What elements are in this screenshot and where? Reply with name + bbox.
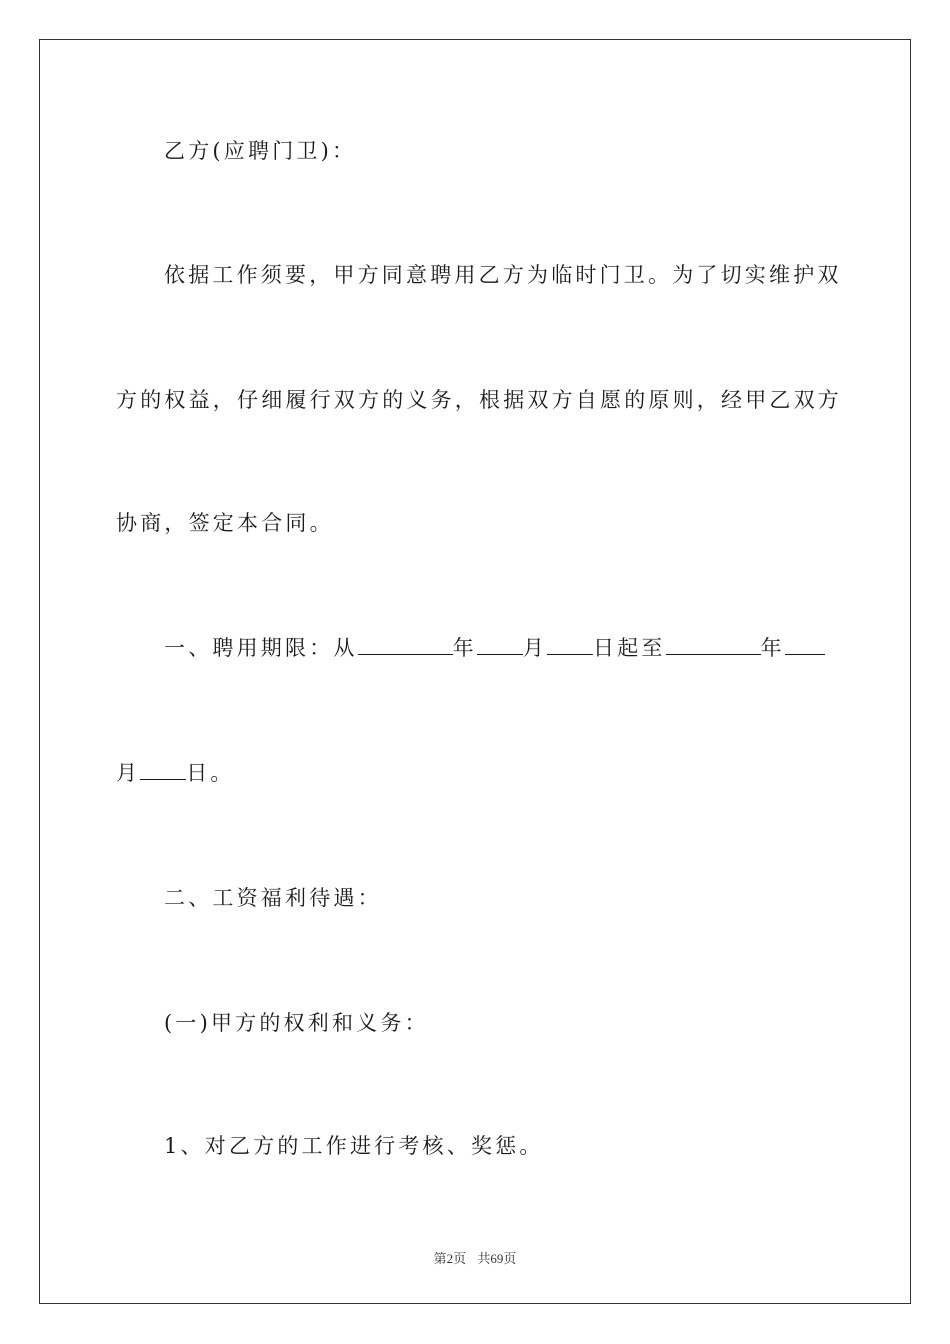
intro-paragraph-line-1: 依据工作须要，甲方同意聘用乙方为临时门卫。为了切实维护双 — [164, 263, 842, 287]
end-year-blank[interactable] — [666, 634, 761, 655]
end-day-blank[interactable] — [140, 759, 186, 780]
start-day-blank[interactable] — [547, 634, 593, 655]
term-month-label: 月 — [522, 636, 548, 660]
page-number: 第2页 — [433, 1251, 467, 1266]
term-day-end-label: 日。 — [186, 761, 235, 785]
intro-paragraph-line-3: 协商，签定本合同。 — [116, 511, 334, 535]
term-clause-line-2 — [116, 758, 235, 788]
start-month-blank[interactable] — [477, 634, 523, 655]
term-year2-label: 年 — [760, 636, 785, 660]
party-b-label: 乙方(应聘门卫)： — [164, 139, 357, 163]
term-year-label: 年 — [452, 636, 477, 660]
page-border — [39, 39, 911, 1304]
total-pages: 共69页 — [477, 1251, 517, 1266]
term-clause-line-1 — [164, 633, 825, 663]
term-month2-label: 月 — [116, 761, 141, 785]
section-two-heading: 二、工资福利待遇： — [164, 886, 382, 910]
term-prefix: 一、聘用期限：从 — [164, 636, 358, 660]
item-one: 1、对乙方的工作进行考核、奖惩。 — [164, 1134, 544, 1158]
term-day-until-label: 日起至 — [593, 636, 666, 660]
page-footer — [0, 1248, 950, 1267]
intro-paragraph-line-2: 方的权益，仔细履行双方的义务，根据双方自愿的原则，经甲乙双方 — [116, 388, 842, 412]
end-month-blank-part[interactable] — [785, 634, 825, 655]
start-year-blank[interactable] — [358, 634, 453, 655]
subsection-one-heading: (一)甲方的权利和义务： — [164, 1011, 429, 1035]
